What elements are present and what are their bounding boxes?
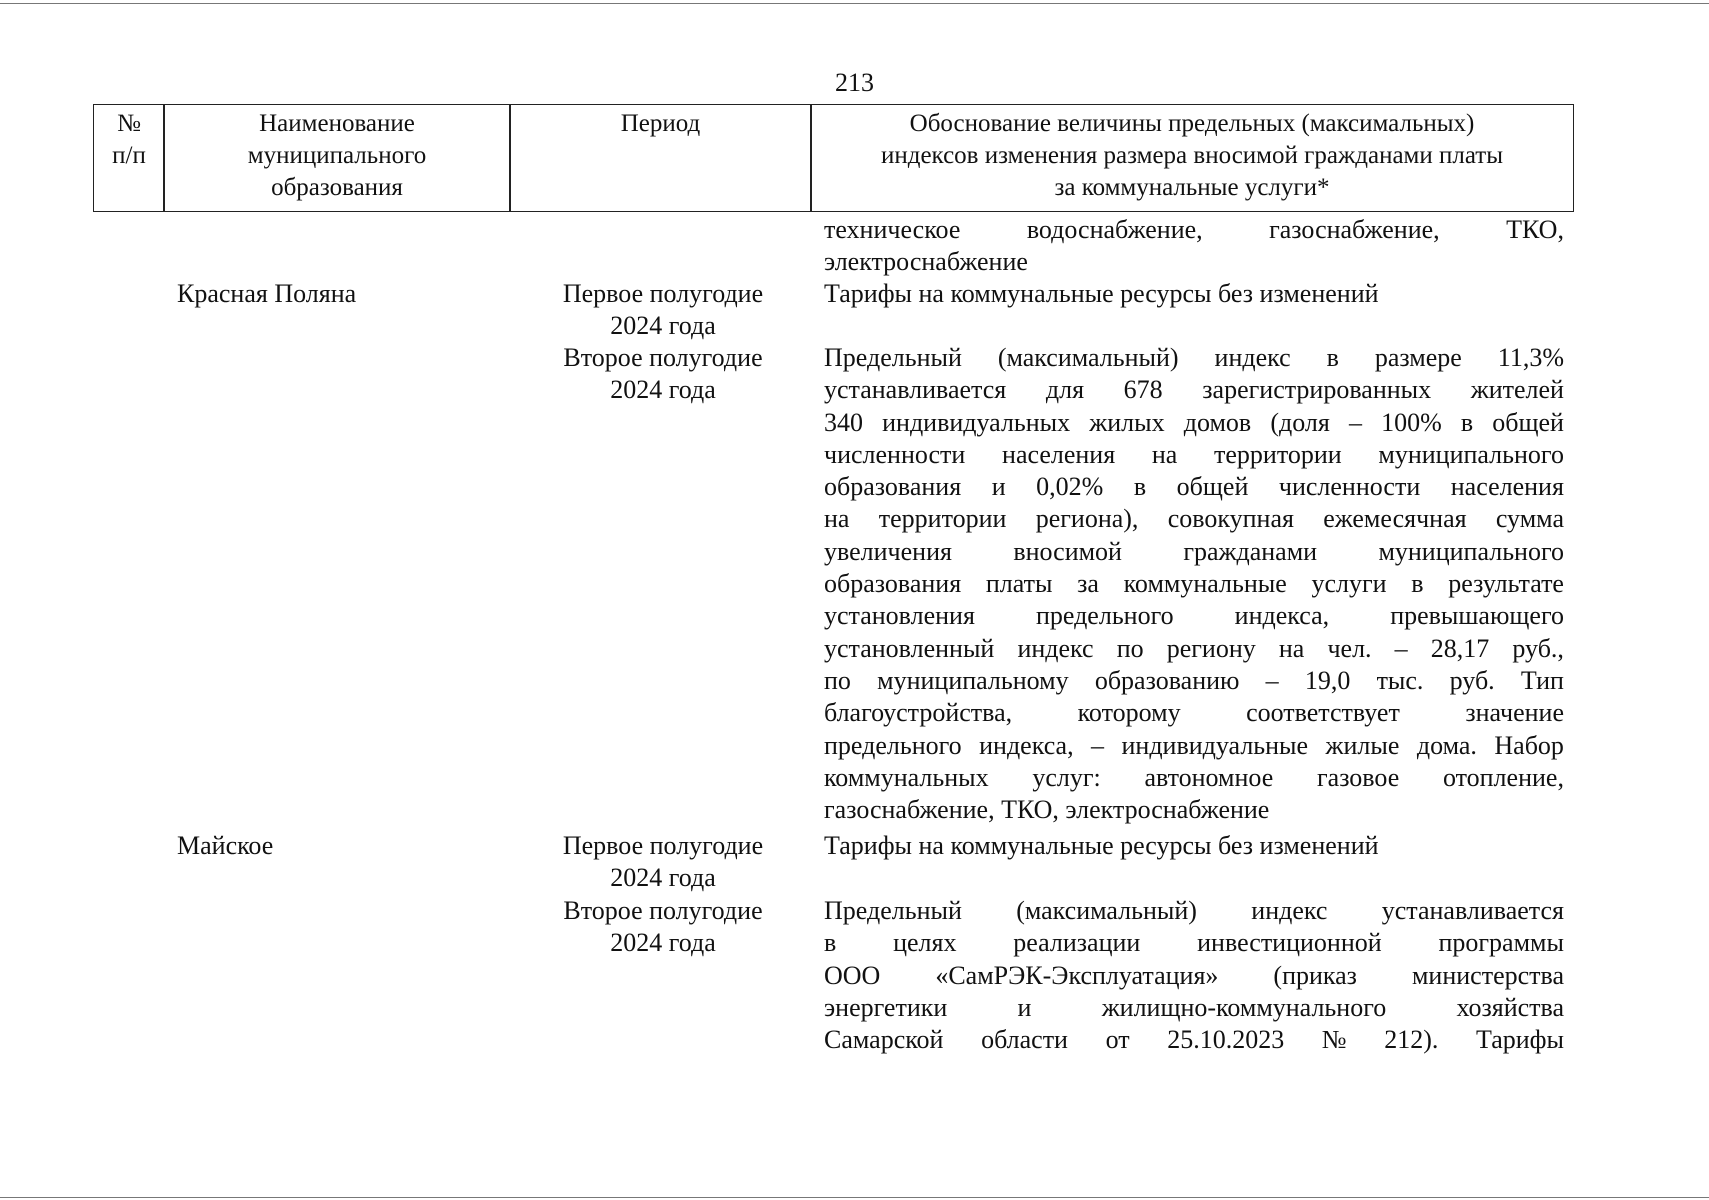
header-cell-period <box>509 104 812 212</box>
word: индекс <box>1214 343 1291 372</box>
text-line: Тарифы на коммунальные ресурсы без изменений <box>824 831 1379 860</box>
basis-cell <box>824 895 1564 1056</box>
word: инвестиционной <box>1197 928 1382 958</box>
word: размере <box>1374 343 1462 372</box>
word: Тарифы <box>1475 1025 1564 1055</box>
word: установленный <box>824 633 995 663</box>
word: в <box>1133 472 1147 502</box>
word: 340 <box>824 407 863 437</box>
word: хозяйства <box>1456 992 1564 1022</box>
period-line: 2024 года <box>610 928 716 958</box>
word: реализации <box>1013 928 1141 958</box>
word: индивидуальных <box>882 407 1071 437</box>
word: (доля <box>1270 407 1330 437</box>
word: чел. <box>1327 633 1372 663</box>
word: за <box>1077 569 1099 599</box>
header-period-line: Период <box>620 110 701 137</box>
word: водоснабжение, <box>1026 215 1203 244</box>
text-line <box>824 439 1564 471</box>
word: (максимальный) <box>1016 896 1197 925</box>
word: – <box>1091 730 1105 760</box>
period-cell <box>535 830 791 895</box>
period-line: Первое полугодие <box>562 831 764 860</box>
word: вносимой <box>1013 536 1122 566</box>
word: муниципального <box>1378 439 1564 469</box>
word: жилые <box>1325 730 1400 760</box>
word: территории <box>878 504 1007 534</box>
word: 0,02% <box>1036 472 1104 502</box>
word: которому <box>1077 698 1181 728</box>
text-line <box>824 762 1564 794</box>
word: тыс. <box>1376 665 1424 695</box>
text-line: электроснабжение <box>824 247 1028 277</box>
word: соответствует <box>1246 698 1400 728</box>
word: 678 <box>1123 375 1163 405</box>
word: 11,3% <box>1497 343 1564 372</box>
word: зарегистрированных <box>1202 375 1432 405</box>
word: 25.10.2023 <box>1167 1025 1285 1055</box>
word: 19,0 <box>1304 665 1351 695</box>
basis-cell <box>824 342 1564 826</box>
word: домов <box>1183 407 1252 437</box>
text-line: Тарифы на коммунальные ресурсы без изменений <box>824 279 1379 308</box>
text-line <box>824 471 1564 503</box>
period-cell <box>535 895 791 960</box>
word: на <box>1151 439 1178 469</box>
word: жителей <box>1470 375 1564 405</box>
word: 28,17 <box>1430 633 1490 663</box>
period-line: 2024 года <box>610 375 716 405</box>
word: руб., <box>1512 633 1564 663</box>
continuation-text <box>824 214 1564 279</box>
text-line <box>824 665 1564 697</box>
word: образования <box>824 472 962 502</box>
word: по <box>1116 633 1144 663</box>
word: значение <box>1465 698 1564 728</box>
period-cell <box>535 278 791 343</box>
word: и <box>991 472 1006 502</box>
header-number-line: п/п <box>112 142 146 169</box>
basis-cell <box>824 278 1564 310</box>
period-line: Второе полугодие <box>563 896 763 925</box>
scan-bottom-edge <box>0 1197 1709 1198</box>
text-line <box>824 1024 1564 1056</box>
header-name-line: Наименование <box>259 110 415 137</box>
word: Предельный <box>824 896 962 925</box>
word: ООО <box>824 960 881 990</box>
word: результате <box>1448 569 1564 599</box>
word: предельного <box>1035 601 1174 631</box>
text-line <box>824 895 1564 927</box>
word: Предельный <box>824 343 962 372</box>
word: гражданами <box>1183 536 1318 566</box>
word: населения <box>1450 472 1564 502</box>
word: индекс <box>1017 633 1094 663</box>
word: «СамРЭК-Эксплуатация» <box>935 960 1219 990</box>
word: муниципального <box>1378 536 1564 566</box>
word: Тип <box>1520 665 1564 695</box>
word: (максимальный) <box>997 343 1179 372</box>
period-line: 2024 года <box>610 863 716 893</box>
word: в <box>1411 569 1424 599</box>
header-cell-basis <box>810 104 1574 212</box>
word: благоустройства, <box>824 698 1013 728</box>
text-line <box>824 503 1564 535</box>
text-line <box>824 536 1564 568</box>
word: по <box>824 665 851 695</box>
municipality-name: Майское <box>177 831 274 860</box>
word: от <box>1105 1025 1130 1055</box>
word: муниципальному <box>877 665 1069 695</box>
text-line <box>824 633 1564 665</box>
text-line <box>824 697 1564 729</box>
header-name-line: образования <box>271 174 403 201</box>
word: региону <box>1166 633 1256 663</box>
word: жилых <box>1089 407 1165 437</box>
word: предельного <box>824 730 962 760</box>
word: индивидуальные <box>1121 730 1309 760</box>
word: увеличения <box>824 536 952 566</box>
municipality-name: Красная Поляна <box>177 279 357 308</box>
word: индекса, <box>1234 601 1330 631</box>
text-line <box>824 214 1564 246</box>
word: 100% <box>1381 407 1442 437</box>
word: совокупная <box>1167 504 1294 534</box>
word: энергетики <box>824 992 948 1022</box>
word: – <box>1394 633 1408 663</box>
basis-cell <box>824 830 1564 862</box>
word: на <box>824 504 850 534</box>
text-line <box>824 927 1564 959</box>
header-bottom-rule <box>93 211 1574 212</box>
word: коммунальные <box>1123 569 1287 599</box>
word: руб. <box>1449 665 1495 695</box>
word: автономное <box>1144 762 1274 792</box>
word: территории <box>1214 439 1342 469</box>
text-line <box>824 730 1564 762</box>
word: – <box>1348 407 1362 437</box>
word: на <box>1278 633 1305 663</box>
word: сумма <box>1495 504 1564 534</box>
word: в <box>1326 343 1339 372</box>
period-line: Второе полугодие <box>563 343 763 372</box>
word: платы <box>985 569 1053 599</box>
text-line <box>824 342 1564 374</box>
scan-top-edge <box>0 3 1709 4</box>
word: услуг: <box>1032 762 1101 792</box>
header-cell-name <box>163 104 511 212</box>
text-line <box>824 407 1564 439</box>
word: ТКО, <box>1506 215 1564 244</box>
word: области <box>981 1025 1068 1055</box>
word: для <box>1045 375 1085 405</box>
word: в <box>824 928 837 958</box>
word: установления <box>824 601 975 631</box>
header-name-line: муниципального <box>247 142 427 169</box>
word: образования <box>824 569 962 599</box>
text-line <box>824 374 1564 406</box>
word: устанавливается <box>1381 896 1564 925</box>
word: численности <box>824 439 966 469</box>
word: региона), <box>1035 504 1139 534</box>
word: индекса, <box>979 730 1074 760</box>
period-cell <box>535 342 791 407</box>
word: коммунальных <box>824 762 989 792</box>
word: превышающего <box>1390 601 1564 631</box>
word: ежемесячная <box>1323 504 1467 534</box>
word: и <box>1017 992 1032 1022</box>
word: в <box>1460 407 1474 437</box>
word: министерства <box>1411 960 1564 990</box>
period-line: 2024 года <box>610 311 716 341</box>
word: № <box>1321 1025 1347 1055</box>
text-line: газоснабжение, ТКО, электроснабжение <box>824 795 1270 825</box>
word: услуги <box>1311 569 1387 599</box>
period-line: Первое полугодие <box>562 279 764 308</box>
word: – <box>1265 665 1279 695</box>
word: населения <box>1002 439 1116 469</box>
word: индекс <box>1251 896 1328 925</box>
word: (приказ <box>1273 960 1357 990</box>
word: образованию <box>1094 665 1240 695</box>
word: численности <box>1278 472 1421 502</box>
word: дома. <box>1416 730 1477 760</box>
word: общей <box>1492 407 1564 437</box>
word: жилищно-коммунального <box>1101 992 1387 1022</box>
word: Самарской <box>824 1025 944 1055</box>
word: целях <box>893 928 957 958</box>
word: Набор <box>1494 730 1564 760</box>
word: газовое <box>1316 762 1400 792</box>
text-line <box>824 568 1564 600</box>
header-basis-line: Обоснование величины предельных (максимальных) <box>909 110 1475 137</box>
page-number: 213 <box>835 68 874 97</box>
word: устанавливается <box>824 375 1007 405</box>
header-basis-line: индексов изменения размера вносимой гражданами платы <box>880 142 1504 169</box>
word: газоснабжение, <box>1269 215 1440 244</box>
header-number-line: № <box>117 110 141 137</box>
word: техническое <box>824 215 961 244</box>
word: отопление, <box>1442 762 1564 792</box>
word: программы <box>1438 928 1564 958</box>
text-line <box>824 600 1564 632</box>
text-line <box>824 992 1564 1024</box>
header-basis-line: за коммунальные услуги* <box>1054 174 1330 201</box>
word: общей <box>1176 472 1249 502</box>
header-cell-number <box>93 104 165 212</box>
word: 212). <box>1384 1025 1439 1055</box>
text-line <box>824 960 1564 992</box>
